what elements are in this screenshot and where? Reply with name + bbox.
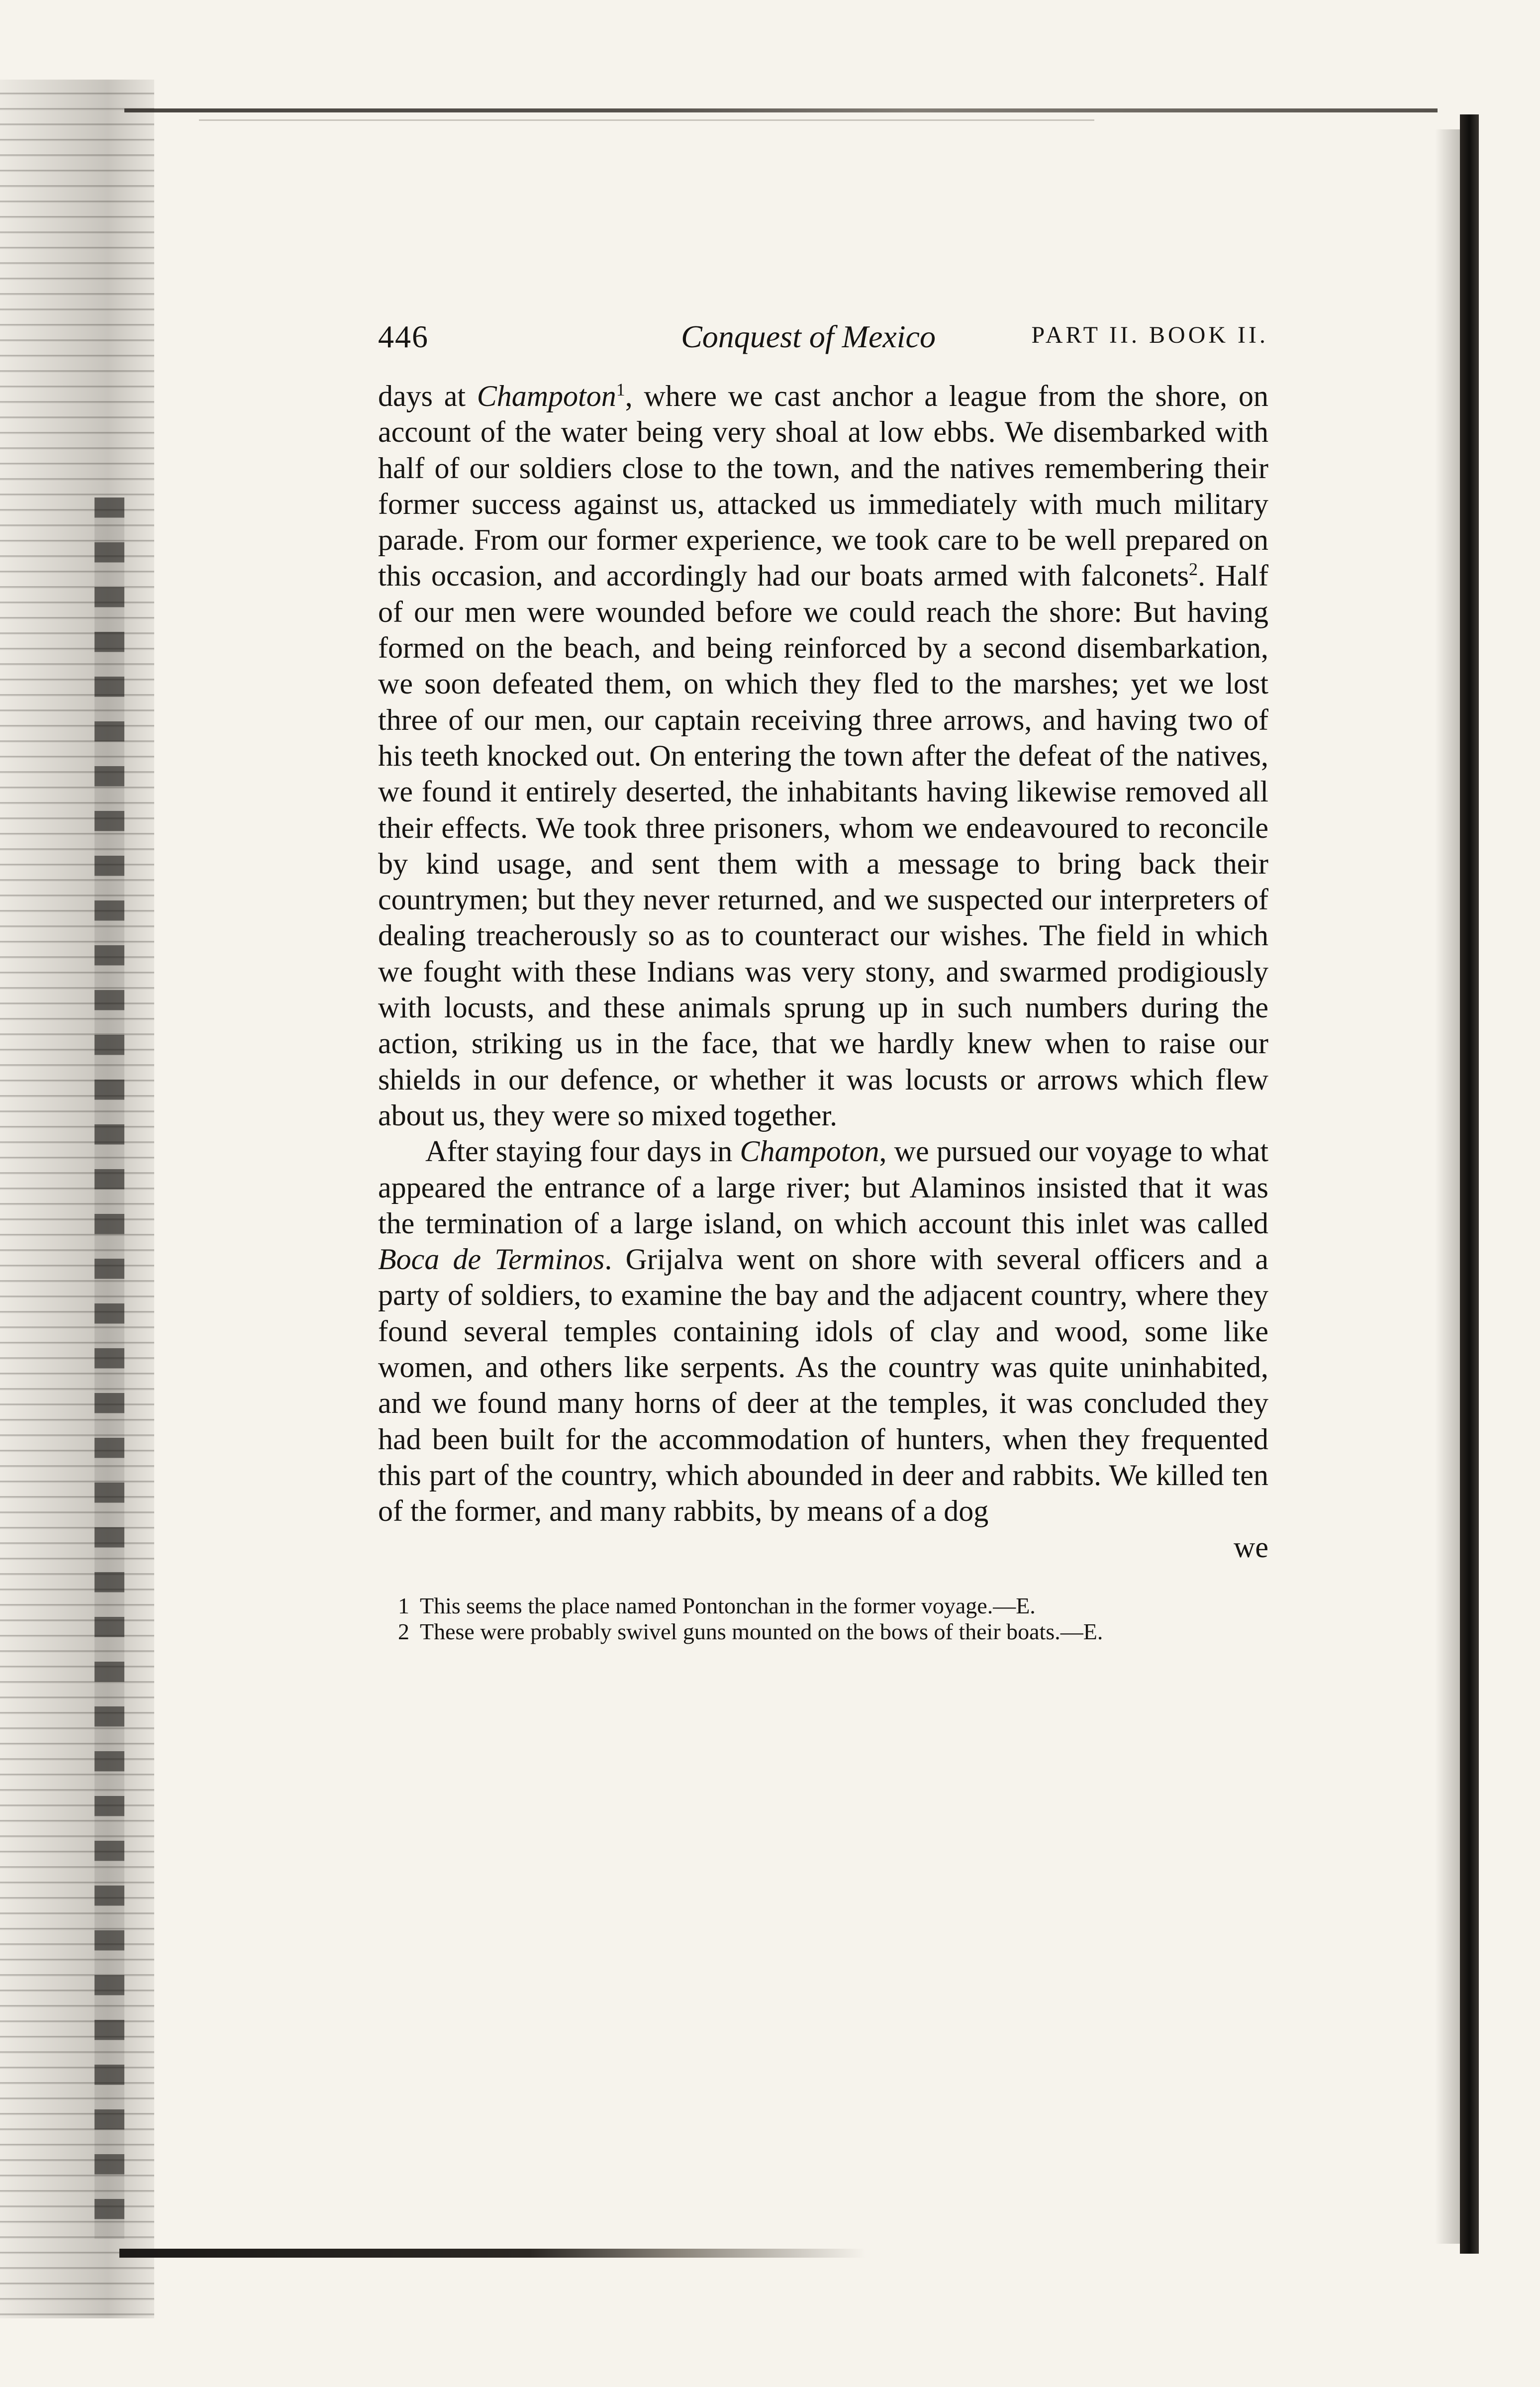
paragraph-2-text-b: , we pursued our voyage to what appeared the entrance of a large river; but Alaminos insisted that it was the termination of a large island, on which account this inlet was called [378, 1135, 1268, 1240]
paragraph-1 [378, 378, 1268, 1133]
catchword: we [1234, 1530, 1268, 1564]
footnote-ref-2: 2 [1189, 559, 1198, 580]
paragraph-2-text-a: After staying four days in [425, 1135, 740, 1168]
footnote-ref-1: 1 [616, 380, 625, 399]
footnote-2 [378, 1619, 1268, 1645]
paragraph-1-text-a: days at [378, 380, 477, 412]
scan-binding-marks [95, 497, 124, 2239]
scan-top-edge-faint-line [199, 119, 1094, 121]
scan-top-edge-line [124, 108, 1438, 112]
paragraph-2-text-c: . Grijalva went on shore with several officers and a party of soldiers, to examine the bay and the adjacent country, where they found several temples containing idols of clay and wood, some like women, and others like serpents. As the country was quite uninhabited, and we found many horns of deer at the temples, it was concluded they had been built for the accommodation of hunters, when they frequented this part of the country, which abounded in deer and rabbits. We killed ten of the former, and many rabbits, by means of a dog [378, 1243, 1268, 1528]
footnote-2-number: 2 [398, 1618, 409, 1644]
paragraph-1-text-b: , where we cast anchor a league from the shore, on account of the water being very shoal at low ebbs. We disembarked with half of our soldiers close to the town, and the natives remembering their former success against us, attacked us immediately with much military parade. From our former experience, we took care to be well prepared on this occasion, and accordingly had our boats armed with falconets [378, 380, 1268, 593]
book-page [378, 318, 1268, 1645]
scan-right-shadow [1435, 129, 1460, 2244]
part-book-label: PART II. BOOK II. [1031, 322, 1268, 348]
place-name-boca-de-terminos: Boca de Terminos [378, 1243, 605, 1276]
footnote-1-number: 1 [398, 1592, 409, 1618]
body-text [378, 378, 1268, 1529]
place-name-champoton: Champoton [477, 380, 616, 412]
scan-bottom-edge-line [119, 2249, 866, 2258]
scan-left-margin-shadow [0, 80, 154, 2318]
paragraph-1-text-c: . Half of our men were wounded before we could reach the shore: But having formed on the beach, and being reinforced by a second disembarkation, we soon defeated them, on which they fled to the marshes; yet we lost three of our men, our captain receiving three arrows, and having two of his teeth knocked out. On entering the town after the defeat of the natives, we found it entirely deserted, the inhabitants having likewise removed all their effects. We took three prisoners, whom we endeavoured to reconcile by kind usage, and sent them with a message to bring back their countrymen; but they never returned, and we suspected our interpreters of dealing treacherously so as to counteract our wishes. The field in which we fought with these Indians was very stony, and swarmed prodigiously with locusts, and these animals sprung up in such numbers during the action, striking us in the face, that we hardly knew when to raise our shields in our defence, or whether it was locusts or arrows which flew about us, they were so mixed together. [378, 559, 1268, 1132]
footnote-2-text: These were probably swivel guns mounted on the bows of their boats.—E. [420, 1618, 1103, 1644]
footnote-1-text: This seems the place named Pontonchan in the former voyage.—E. [420, 1592, 1036, 1618]
running-head [378, 318, 1268, 358]
place-name-champoton-2: Champoton [740, 1135, 879, 1168]
footnote-1 [378, 1593, 1268, 1619]
footnotes [378, 1593, 1268, 1645]
page-number: 446 [378, 319, 429, 354]
scan-right-edge-bar [1460, 114, 1479, 2254]
running-title: Conquest of Mexico [681, 319, 936, 354]
paragraph-2 [378, 1133, 1268, 1529]
